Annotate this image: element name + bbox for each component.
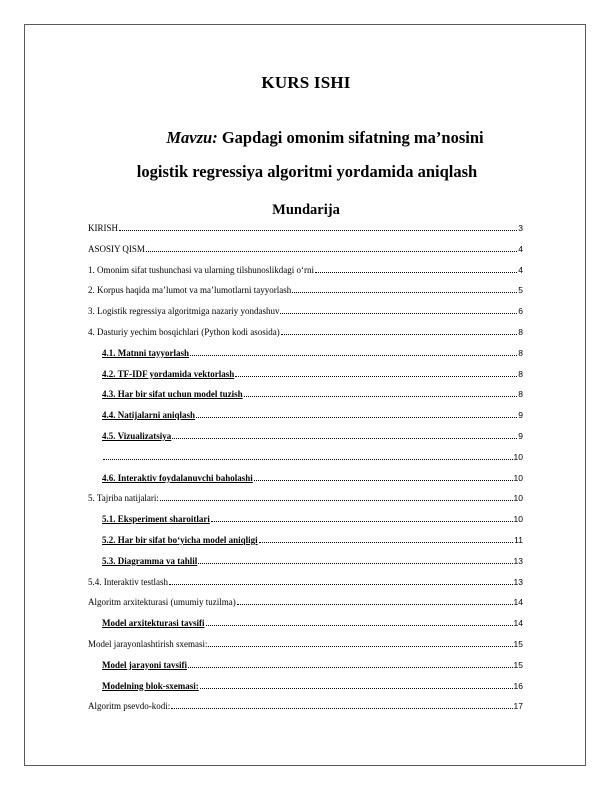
toc-dot-leader xyxy=(254,471,513,481)
toc-entry-title: 5.4. Interaktiv testlash xyxy=(88,576,168,587)
toc-page-number: 13 xyxy=(513,555,523,566)
topic-text-1: Gapdagi omonim sifatning ma’nosini xyxy=(221,128,484,147)
toc-entry[interactable] xyxy=(88,593,523,614)
topic-line-1 xyxy=(110,128,540,148)
toc-page-number: 3 xyxy=(518,223,523,233)
toc-page-number: 15 xyxy=(513,638,523,649)
toc-dot-leader xyxy=(198,554,512,564)
toc-entry-title: 5.1. Eksperiment sharoitlari xyxy=(102,514,210,525)
toc-dot-leader xyxy=(171,699,512,709)
toc-dot-leader xyxy=(235,367,517,377)
toc-dot-leader xyxy=(280,304,517,314)
toc-entry[interactable] xyxy=(88,406,523,427)
topic-line-2: logistik regressiya algoritmi yordamida aniqlash xyxy=(136,162,478,181)
toc-dot-leader xyxy=(190,346,517,356)
toc-entry-title: Algoritm arxitekturasi (umumiy tuzilma) xyxy=(88,597,236,608)
toc-page-number: 6 xyxy=(518,306,523,317)
toc-page-number: 17 xyxy=(513,701,523,712)
toc-entry[interactable] xyxy=(88,677,523,698)
toc-entry-title: Model jarayonlashtirish sxemasi: xyxy=(88,638,208,649)
toc-entry-title: 5. Tajriba natijalari: xyxy=(88,493,159,504)
toc-entry[interactable] xyxy=(88,427,523,448)
toc-dot-leader xyxy=(172,429,517,439)
toc-dot-leader xyxy=(244,387,518,397)
toc-page-number: 9 xyxy=(518,410,523,421)
toc-entry-title: Model arxitekturasi tavsifi xyxy=(102,618,205,629)
toc-entry[interactable] xyxy=(88,385,523,406)
toc-entry-title: Algoritm psevdo-kodi: xyxy=(88,701,171,712)
toc-page-number: 8 xyxy=(518,389,523,400)
toc-page-number: 10 xyxy=(513,514,523,525)
toc-entry-title: 4.5. Vizualizatsiya xyxy=(102,430,172,441)
toc-dot-leader xyxy=(188,658,513,668)
toc-dot-leader xyxy=(259,533,513,543)
toc-page-number: 16 xyxy=(513,680,523,691)
toc-entry[interactable] xyxy=(88,510,523,531)
toc-page-number: 10 xyxy=(513,451,523,462)
toc-dot-leader xyxy=(146,242,517,252)
toc-entry[interactable] xyxy=(88,531,523,552)
toc-page-number: 14 xyxy=(513,618,523,629)
toc-entry-title: 4.2. TF-IDF yordamida vektorlash xyxy=(102,368,235,379)
toc-entry[interactable] xyxy=(88,219,523,240)
toc-page-number: 9 xyxy=(518,430,523,441)
toc-dot-leader xyxy=(103,450,513,460)
table-of-contents xyxy=(88,219,523,718)
toc-entry-title: 5.3. Diagramma va tahlil xyxy=(102,555,198,566)
toc-entry-title: Modelning blok-sxemasi: xyxy=(102,680,199,691)
toc-page-number: 14 xyxy=(513,597,523,608)
toc-dot-leader xyxy=(196,408,517,418)
toc-entry[interactable] xyxy=(88,344,523,365)
toc-page-number: 8 xyxy=(518,368,523,379)
toc-entry-title: 3. Logistik regressiya algoritmiga nazariy yondashuv xyxy=(88,306,280,317)
toc-entry-title: KIRISH xyxy=(88,223,119,233)
toc-dot-leader xyxy=(315,263,517,273)
toc-entry-title: 5.2. Har bir sifat bo‘yicha model aniqligi xyxy=(102,534,258,545)
toc-entry-title: 4.3. Har bir sifat uchun model tuzish xyxy=(102,389,243,400)
toc-dot-leader xyxy=(160,491,513,501)
toc-dot-leader xyxy=(206,616,513,626)
toc-entry[interactable] xyxy=(88,240,523,261)
toc-entry-title: 4.6. Interaktiv foydalanuvchi baholashi xyxy=(102,472,253,483)
toc-entry[interactable] xyxy=(88,697,523,718)
toc-entry[interactable] xyxy=(88,656,523,677)
toc-entry-title: ASOSIY QISM xyxy=(88,243,145,254)
toc-dot-leader xyxy=(119,221,517,231)
toc-entry-title: 2. Korpus haqida ma’lumot va ma’lumotlarni tayyorlash xyxy=(88,285,292,296)
toc-entry[interactable] xyxy=(88,614,523,635)
toc-page-number: 10 xyxy=(513,472,523,483)
toc-dot-leader xyxy=(200,679,513,689)
toc-page-number: 8 xyxy=(518,326,523,337)
topic-label: Mavzu: xyxy=(166,128,218,147)
toc-entry-title: 1. Omonim sifat tushunchasi va ularning tilshunoslikdagi o‘rni xyxy=(88,264,314,275)
document-title: KURS ISHI xyxy=(261,73,351,92)
toc-page-number: 4 xyxy=(518,243,523,254)
toc-entry[interactable] xyxy=(88,365,523,386)
toc-entry[interactable] xyxy=(88,323,523,344)
toc-entry-title: 4. Dasturiy yechim bosqichlari (Python kodi asosida) xyxy=(88,326,280,337)
toc-entry[interactable] xyxy=(88,261,523,282)
toc-page-number: 5 xyxy=(518,285,523,296)
toc-entry[interactable] xyxy=(88,635,523,656)
toc-entry-title: Model jarayoni tavsifi xyxy=(102,659,187,670)
toc-entry[interactable] xyxy=(88,281,523,302)
toc-entry[interactable] xyxy=(88,489,523,510)
toc-dot-leader xyxy=(237,595,513,605)
toc-page-number: 11 xyxy=(514,534,523,545)
toc-page-number: 13 xyxy=(513,576,523,587)
toc-page-number: 10 xyxy=(513,493,523,504)
toc-page-number: 15 xyxy=(513,659,523,670)
toc-entry-title: 4.4. Natijalarni aniqlash xyxy=(102,410,196,421)
toc-entry-title: 4.1. Matnni tayyorlash xyxy=(102,347,190,358)
toc-entry[interactable] xyxy=(88,302,523,323)
toc-page-number: 8 xyxy=(518,347,523,358)
toc-page-number: 4 xyxy=(518,264,523,275)
toc-entry[interactable] xyxy=(88,573,523,594)
toc-entry[interactable] xyxy=(88,469,523,490)
toc-dot-leader xyxy=(211,512,513,522)
toc-dot-leader xyxy=(169,575,513,585)
toc-heading: Mundarija xyxy=(272,202,340,218)
toc-entry[interactable] xyxy=(88,448,523,469)
toc-dot-leader xyxy=(281,325,518,335)
toc-dot-leader xyxy=(292,283,517,293)
toc-dot-leader xyxy=(208,637,512,647)
toc-entry[interactable] xyxy=(88,552,523,573)
